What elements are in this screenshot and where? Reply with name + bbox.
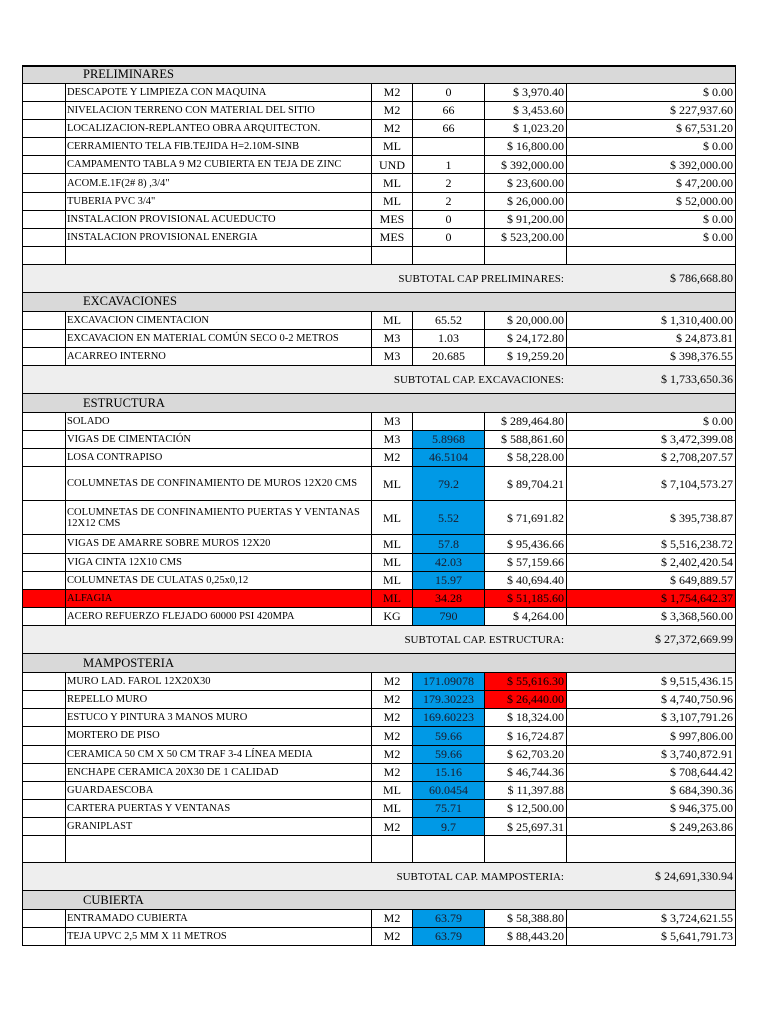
total-cell[interactable]: $ 946,375.00 bbox=[566, 800, 736, 817]
description-cell[interactable]: GUARDAESCOBA bbox=[65, 782, 371, 799]
quantity-cell[interactable]: 20.685 bbox=[412, 348, 484, 365]
total-cell[interactable]: $ 0.00 bbox=[566, 211, 736, 228]
unit-price-cell[interactable]: $ 62,703.20 bbox=[484, 746, 566, 763]
item-number-cell[interactable] bbox=[22, 348, 65, 365]
total-cell[interactable]: $ 0.00 bbox=[566, 138, 736, 155]
quantity-cell[interactable]: 66 bbox=[412, 102, 484, 119]
item-number-cell[interactable] bbox=[22, 449, 65, 466]
quantity-cell[interactable]: 0 bbox=[412, 84, 484, 101]
unit-price-cell[interactable]: $ 523,200.00 bbox=[484, 229, 566, 246]
total-cell[interactable]: $ 0.00 bbox=[566, 84, 736, 101]
description-cell[interactable]: TUBERIA PVC 3/4" bbox=[65, 193, 371, 210]
item-number-cell[interactable] bbox=[22, 467, 65, 500]
empty-cell[interactable] bbox=[484, 247, 566, 264]
unit-cell[interactable]: ML bbox=[371, 501, 412, 534]
subtotal-row bbox=[22, 265, 736, 293]
empty-cell[interactable] bbox=[412, 836, 484, 862]
total-cell[interactable]: $ 392,000.00 bbox=[566, 156, 736, 173]
item-number-cell[interactable] bbox=[22, 330, 65, 347]
quantity-cell[interactable]: 790 bbox=[412, 608, 484, 625]
description-cell[interactable]: DESCAPOTE Y LIMPIEZA CON MAQUINA bbox=[65, 84, 371, 101]
unit-price-cell[interactable]: $ 46,744.36 bbox=[484, 764, 566, 781]
description-cell[interactable]: ACERO REFUERZO FLEJADO 60000 PSI 420MPA bbox=[65, 608, 371, 625]
total-cell[interactable]: $ 52,000.00 bbox=[566, 193, 736, 210]
description-cell[interactable]: COLUMNETAS DE CONFINAMIENTO PUERTAS Y VENTANAS 12X12 CMS bbox=[65, 501, 371, 534]
total-cell[interactable]: $ 2,708,207.57 bbox=[566, 449, 736, 466]
empty-cell[interactable] bbox=[22, 247, 65, 264]
unit-cell[interactable]: ML bbox=[371, 467, 412, 500]
table-row bbox=[22, 818, 736, 836]
description-cell[interactable]: TEJA UPVC 2,5 MM X 11 METROS bbox=[65, 928, 371, 945]
item-number-cell[interactable] bbox=[22, 211, 65, 228]
section-title: ESTRUCTURA bbox=[22, 394, 736, 412]
table-row bbox=[22, 229, 736, 247]
total-cell[interactable]: $ 9,515,436.15 bbox=[566, 673, 736, 690]
description-cell[interactable]: INSTALACION PROVISIONAL ACUEDUCTO bbox=[65, 211, 371, 228]
quantity-cell[interactable] bbox=[412, 138, 484, 155]
unit-price-cell[interactable]: $ 3,970.40 bbox=[484, 84, 566, 101]
table-row bbox=[22, 138, 736, 156]
item-number-cell[interactable] bbox=[22, 709, 65, 726]
unit-cell[interactable]: M3 bbox=[371, 330, 412, 347]
quantity-cell[interactable]: 5.8968 bbox=[412, 431, 484, 448]
total-cell[interactable]: $ 2,402,420.54 bbox=[566, 554, 736, 571]
quantity-cell[interactable]: 9.7 bbox=[412, 818, 484, 835]
unit-cell[interactable]: M2 bbox=[371, 120, 412, 137]
quantity-cell[interactable]: 63.79 bbox=[412, 928, 484, 945]
description-cell[interactable]: ENCHAPE CERAMICA 20X30 DE 1 CALIDAD bbox=[65, 764, 371, 781]
unit-cell[interactable]: ML bbox=[371, 800, 412, 817]
item-number-cell[interactable] bbox=[22, 84, 65, 101]
quantity-cell[interactable]: 75.71 bbox=[412, 800, 484, 817]
unit-cell[interactable]: M2 bbox=[371, 764, 412, 781]
unit-price-cell[interactable]: $ 91,200.00 bbox=[484, 211, 566, 228]
total-cell[interactable]: $ 1,754,642.37 bbox=[566, 590, 736, 607]
quantity-cell[interactable]: 57.8 bbox=[412, 535, 484, 552]
unit-cell[interactable]: ML bbox=[371, 535, 412, 552]
table-row bbox=[22, 691, 736, 709]
item-number-cell[interactable] bbox=[22, 800, 65, 817]
description-cell[interactable]: ALFAGIA bbox=[65, 590, 371, 607]
quantity-cell[interactable]: 169.60223 bbox=[412, 709, 484, 726]
item-number-cell[interactable] bbox=[22, 431, 65, 448]
description-cell[interactable]: NIVELACION TERRENO CON MATERIAL DEL SITIO bbox=[65, 102, 371, 119]
section-header-row bbox=[22, 891, 736, 910]
unit-cell[interactable]: M3 bbox=[371, 348, 412, 365]
quantity-cell[interactable]: 60.0454 bbox=[412, 782, 484, 799]
unit-cell[interactable]: M2 bbox=[371, 928, 412, 945]
unit-price-cell[interactable]: $ 26,000.00 bbox=[484, 193, 566, 210]
table-row bbox=[22, 120, 736, 138]
unit-cell[interactable]: M2 bbox=[371, 709, 412, 726]
total-cell[interactable]: $ 684,390.36 bbox=[566, 782, 736, 799]
description-cell[interactable]: CAMPAMENTO TABLA 9 M2 CUBIERTA EN TEJA DE ZINC bbox=[65, 156, 371, 173]
subtotal-value[interactable]: $ 786,668.80 bbox=[566, 265, 736, 292]
description-cell[interactable]: ACARREO INTERNO bbox=[65, 348, 371, 365]
quantity-cell[interactable]: 1 bbox=[412, 156, 484, 173]
table-row bbox=[22, 211, 736, 229]
unit-price-cell[interactable]: $ 4,264.00 bbox=[484, 608, 566, 625]
quantity-cell[interactable]: 0 bbox=[412, 211, 484, 228]
section-title: MAMPOSTERIA bbox=[22, 654, 736, 672]
unit-cell[interactable]: ML bbox=[371, 193, 412, 210]
table-row bbox=[22, 312, 736, 330]
section-header-row bbox=[22, 394, 736, 413]
description-cell[interactable]: LOCALIZACION-REPLANTEO OBRA ARQUITECTON. bbox=[65, 120, 371, 137]
unit-price-cell[interactable]: $ 24,172.80 bbox=[484, 330, 566, 347]
unit-cell[interactable]: ML bbox=[371, 138, 412, 155]
unit-cell[interactable]: M2 bbox=[371, 449, 412, 466]
table-row bbox=[22, 467, 736, 501]
unit-price-cell[interactable]: $ 392,000.00 bbox=[484, 156, 566, 173]
empty-cell[interactable] bbox=[412, 247, 484, 264]
unit-cell[interactable]: MES bbox=[371, 229, 412, 246]
table-row bbox=[22, 174, 736, 192]
unit-cell[interactable]: M2 bbox=[371, 746, 412, 763]
unit-price-cell[interactable]: $ 26,440.00 bbox=[484, 691, 566, 708]
table-row bbox=[22, 910, 736, 928]
item-number-cell[interactable] bbox=[22, 193, 65, 210]
table-row bbox=[22, 449, 736, 467]
total-cell[interactable]: $ 3,107,791.26 bbox=[566, 709, 736, 726]
unit-cell[interactable]: M2 bbox=[371, 818, 412, 835]
description-cell[interactable]: VIGAS DE AMARRE SOBRE MUROS 12X20 bbox=[65, 535, 371, 552]
item-number-cell[interactable] bbox=[22, 727, 65, 744]
total-cell[interactable]: $ 1,310,400.00 bbox=[566, 312, 736, 329]
subtotal-label: SUBTOTAL CAP. ESTRUCTURA: bbox=[22, 626, 566, 653]
table-row bbox=[22, 928, 736, 946]
empty-cell[interactable] bbox=[65, 247, 371, 264]
subtotal-label: SUBTOTAL CAP. MAMPOSTERIA: bbox=[22, 863, 566, 890]
unit-cell[interactable]: M2 bbox=[371, 727, 412, 744]
total-cell[interactable]: $ 0.00 bbox=[566, 413, 736, 430]
total-cell[interactable]: $ 3,740,872.91 bbox=[566, 746, 736, 763]
description-cell[interactable]: CERRAMIENTO TELA FIB.TEJIDA H=2.10M-SINB bbox=[65, 138, 371, 155]
quantity-cell[interactable]: 2 bbox=[412, 193, 484, 210]
total-cell[interactable]: $ 0.00 bbox=[566, 229, 736, 246]
quantity-cell[interactable]: 42.03 bbox=[412, 554, 484, 571]
description-cell[interactable]: ENTRAMADO CUBIERTA bbox=[65, 910, 371, 927]
unit-price-cell[interactable]: $ 57,159.66 bbox=[484, 554, 566, 571]
table-row bbox=[22, 413, 736, 431]
description-cell[interactable]: MURO LAD. FAROL 12X20X30 bbox=[65, 673, 371, 690]
unit-price-cell[interactable]: $ 16,800.00 bbox=[484, 138, 566, 155]
table-row bbox=[22, 764, 736, 782]
item-number-cell[interactable] bbox=[22, 910, 65, 927]
description-cell[interactable]: GRANIPLAST bbox=[65, 818, 371, 835]
subtotal-label: SUBTOTAL CAP. EXCAVACIONES: bbox=[22, 366, 566, 393]
quantity-cell[interactable]: 0 bbox=[412, 229, 484, 246]
item-number-cell[interactable] bbox=[22, 120, 65, 137]
item-number-cell[interactable] bbox=[22, 535, 65, 552]
quantity-cell[interactable]: 59.66 bbox=[412, 727, 484, 744]
unit-cell[interactable]: ML bbox=[371, 554, 412, 571]
quantity-cell[interactable]: 179.30223 bbox=[412, 691, 484, 708]
unit-cell[interactable]: M2 bbox=[371, 673, 412, 690]
unit-cell[interactable]: ML bbox=[371, 572, 412, 589]
description-cell[interactable]: LOSA CONTRAPISO bbox=[65, 449, 371, 466]
table-row bbox=[22, 782, 736, 800]
description-cell[interactable]: REPELLO MURO bbox=[65, 691, 371, 708]
section-title: EXCAVACIONES bbox=[22, 293, 736, 311]
budget-spreadsheet bbox=[22, 65, 736, 946]
unit-price-cell[interactable]: $ 588,861.60 bbox=[484, 431, 566, 448]
description-cell[interactable]: INSTALACION PROVISIONAL ENERGIA bbox=[65, 229, 371, 246]
total-cell[interactable]: $ 398,376.55 bbox=[566, 348, 736, 365]
empty-cell[interactable] bbox=[566, 836, 736, 862]
subtotal-value[interactable]: $ 24,691,330.94 bbox=[566, 863, 736, 890]
unit-price-cell[interactable]: $ 58,228.00 bbox=[484, 449, 566, 466]
unit-price-cell[interactable]: $ 23,600.00 bbox=[484, 174, 566, 191]
quantity-cell[interactable]: 59.66 bbox=[412, 746, 484, 763]
unit-price-cell[interactable]: $ 19,259.20 bbox=[484, 348, 566, 365]
quantity-cell[interactable]: 1.03 bbox=[412, 330, 484, 347]
table-row bbox=[22, 608, 736, 626]
table-row bbox=[22, 501, 736, 535]
total-cell[interactable]: $ 249,263.86 bbox=[566, 818, 736, 835]
unit-price-cell[interactable]: $ 11,397.88 bbox=[484, 782, 566, 799]
table-row bbox=[22, 431, 736, 449]
quantity-cell[interactable]: 5.52 bbox=[412, 501, 484, 534]
quantity-cell[interactable]: 171.09078 bbox=[412, 673, 484, 690]
quantity-cell[interactable]: 63.79 bbox=[412, 910, 484, 927]
unit-cell[interactable]: M2 bbox=[371, 910, 412, 927]
quantity-cell[interactable]: 15.16 bbox=[412, 764, 484, 781]
unit-cell[interactable]: ML bbox=[371, 174, 412, 191]
description-cell[interactable]: MORTERO DE PISO bbox=[65, 727, 371, 744]
empty-cell[interactable] bbox=[371, 836, 412, 862]
description-cell[interactable]: ACOM.E.1F(2# 8) ,3/4" bbox=[65, 174, 371, 191]
unit-cell[interactable]: M2 bbox=[371, 84, 412, 101]
description-cell[interactable]: COLUMNETAS DE CULATAS 0,25x0,12 bbox=[65, 572, 371, 589]
quantity-cell[interactable]: 2 bbox=[412, 174, 484, 191]
item-number-cell[interactable] bbox=[22, 746, 65, 763]
unit-cell[interactable]: UND bbox=[371, 156, 412, 173]
description-cell[interactable]: CARTERA PUERTAS Y VENTANAS bbox=[65, 800, 371, 817]
item-number-cell[interactable] bbox=[22, 590, 65, 607]
table-row bbox=[22, 709, 736, 727]
quantity-cell[interactable]: 66 bbox=[412, 120, 484, 137]
description-cell[interactable]: CERAMICA 50 CM X 50 CM TRAF 3-4 LÍNEA MEDIA bbox=[65, 746, 371, 763]
item-number-cell[interactable] bbox=[22, 764, 65, 781]
empty-row bbox=[22, 836, 736, 863]
table-row bbox=[22, 193, 736, 211]
unit-price-cell[interactable]: $ 20,000.00 bbox=[484, 312, 566, 329]
unit-cell[interactable]: M2 bbox=[371, 102, 412, 119]
table-row bbox=[22, 727, 736, 745]
empty-cell[interactable] bbox=[22, 836, 65, 862]
subtotal-value[interactable]: $ 27,372,669.99 bbox=[566, 626, 736, 653]
unit-price-cell[interactable]: $ 89,704.21 bbox=[484, 467, 566, 500]
table-row bbox=[22, 535, 736, 553]
unit-price-cell[interactable]: $ 58,388.80 bbox=[484, 910, 566, 927]
table-row bbox=[22, 673, 736, 691]
item-number-cell[interactable] bbox=[22, 156, 65, 173]
description-cell[interactable]: SOLADO bbox=[65, 413, 371, 430]
item-number-cell[interactable] bbox=[22, 501, 65, 534]
total-cell[interactable]: $ 997,806.00 bbox=[566, 727, 736, 744]
description-cell[interactable]: VIGA CINTA 12X10 CMS bbox=[65, 554, 371, 571]
total-cell[interactable]: $ 3,724,621.55 bbox=[566, 910, 736, 927]
item-number-cell[interactable] bbox=[22, 608, 65, 625]
item-number-cell[interactable] bbox=[22, 229, 65, 246]
empty-cell[interactable] bbox=[371, 247, 412, 264]
total-cell[interactable]: $ 7,104,573.27 bbox=[566, 467, 736, 500]
table-row bbox=[22, 330, 736, 348]
empty-row bbox=[22, 247, 736, 265]
item-number-cell[interactable] bbox=[22, 782, 65, 799]
unit-cell[interactable]: ML bbox=[371, 590, 412, 607]
unit-cell[interactable]: MES bbox=[371, 211, 412, 228]
subtotal-row bbox=[22, 366, 736, 394]
unit-price-cell[interactable]: $ 88,443.20 bbox=[484, 928, 566, 945]
section-header-row bbox=[22, 293, 736, 312]
table-row bbox=[22, 102, 736, 120]
empty-cell[interactable] bbox=[65, 836, 371, 862]
unit-price-cell[interactable]: $ 51,185.60 bbox=[484, 590, 566, 607]
unit-price-cell[interactable]: $ 3,453.60 bbox=[484, 102, 566, 119]
total-cell[interactable]: $ 5,641,791.73 bbox=[566, 928, 736, 945]
unit-price-cell[interactable]: $ 16,724.87 bbox=[484, 727, 566, 744]
description-cell[interactable]: COLUMNETAS DE CONFINAMIENTO DE MUROS 12X20 CMS bbox=[65, 467, 371, 500]
total-cell[interactable]: $ 3,472,399.08 bbox=[566, 431, 736, 448]
total-cell[interactable]: $ 3,368,560.00 bbox=[566, 608, 736, 625]
subtotal-row bbox=[22, 863, 736, 891]
table-row bbox=[22, 800, 736, 818]
unit-cell[interactable]: ML bbox=[371, 782, 412, 799]
item-number-cell[interactable] bbox=[22, 673, 65, 690]
unit-cell[interactable]: M3 bbox=[371, 413, 412, 430]
table-row bbox=[22, 746, 736, 764]
item-number-cell[interactable] bbox=[22, 138, 65, 155]
table-row bbox=[22, 348, 736, 366]
item-number-cell[interactable] bbox=[22, 174, 65, 191]
total-cell[interactable]: $ 227,937.60 bbox=[566, 102, 736, 119]
empty-cell[interactable] bbox=[484, 836, 566, 862]
subtotal-label: SUBTOTAL CAP PRELIMINARES: bbox=[22, 265, 566, 292]
item-number-cell[interactable] bbox=[22, 818, 65, 835]
quantity-cell[interactable]: 15.97 bbox=[412, 572, 484, 589]
unit-price-cell[interactable]: $ 95,436.66 bbox=[484, 535, 566, 552]
quantity-cell[interactable]: 46.5104 bbox=[412, 449, 484, 466]
description-cell[interactable]: ESTUCO Y PINTURA 3 MANOS MURO bbox=[65, 709, 371, 726]
unit-price-cell[interactable]: $ 18,324.00 bbox=[484, 709, 566, 726]
quantity-cell[interactable]: 79.2 bbox=[412, 467, 484, 500]
unit-cell[interactable]: M2 bbox=[371, 691, 412, 708]
table-row bbox=[22, 84, 736, 102]
empty-cell[interactable] bbox=[566, 247, 736, 264]
item-number-cell[interactable] bbox=[22, 312, 65, 329]
section-header-row bbox=[22, 65, 736, 84]
unit-price-cell[interactable]: $ 12,500.00 bbox=[484, 800, 566, 817]
total-cell[interactable]: $ 649,889.57 bbox=[566, 572, 736, 589]
unit-price-cell[interactable]: $ 71,691.82 bbox=[484, 501, 566, 534]
unit-price-cell[interactable]: $ 289,464.80 bbox=[484, 413, 566, 430]
section-header-row bbox=[22, 654, 736, 673]
total-cell[interactable]: $ 47,200.00 bbox=[566, 174, 736, 191]
unit-price-cell[interactable]: $ 40,694.40 bbox=[484, 572, 566, 589]
description-cell[interactable]: EXCAVACION CIMENTACION bbox=[65, 312, 371, 329]
table-row bbox=[22, 156, 736, 174]
unit-price-cell[interactable]: $ 25,697.31 bbox=[484, 818, 566, 835]
quantity-cell[interactable] bbox=[412, 413, 484, 430]
item-number-cell[interactable] bbox=[22, 413, 65, 430]
total-cell[interactable]: $ 395,738.87 bbox=[566, 501, 736, 534]
unit-price-cell[interactable]: $ 55,616.30 bbox=[484, 673, 566, 690]
total-cell[interactable]: $ 24,873.81 bbox=[566, 330, 736, 347]
section-title: PRELIMINARES bbox=[22, 67, 736, 83]
subtotal-row bbox=[22, 626, 736, 654]
description-cell[interactable]: VIGAS DE CIMENTACIÓN bbox=[65, 431, 371, 448]
total-cell[interactable]: $ 5,516,238.72 bbox=[566, 535, 736, 552]
unit-cell[interactable]: KG bbox=[371, 608, 412, 625]
unit-price-cell[interactable]: $ 1,023.20 bbox=[484, 120, 566, 137]
item-number-cell[interactable] bbox=[22, 102, 65, 119]
unit-cell[interactable]: ML bbox=[371, 312, 412, 329]
total-cell[interactable]: $ 67,531.20 bbox=[566, 120, 736, 137]
item-number-cell[interactable] bbox=[22, 554, 65, 571]
subtotal-value[interactable]: $ 1,733,650.36 bbox=[566, 366, 736, 393]
item-number-cell[interactable] bbox=[22, 572, 65, 589]
unit-cell[interactable]: M3 bbox=[371, 431, 412, 448]
total-cell[interactable]: $ 708,644.42 bbox=[566, 764, 736, 781]
table-row bbox=[22, 554, 736, 572]
section-title: CUBIERTA bbox=[22, 891, 736, 909]
table-row bbox=[22, 572, 736, 590]
quantity-cell[interactable]: 65.52 bbox=[412, 312, 484, 329]
quantity-cell[interactable]: 34.28 bbox=[412, 590, 484, 607]
total-cell[interactable]: $ 4,740,750.96 bbox=[566, 691, 736, 708]
item-number-cell[interactable] bbox=[22, 928, 65, 945]
table-row bbox=[22, 590, 736, 608]
item-number-cell[interactable] bbox=[22, 691, 65, 708]
description-cell[interactable]: EXCAVACION EN MATERIAL COMÚN SECO 0-2 METROS bbox=[65, 330, 371, 347]
